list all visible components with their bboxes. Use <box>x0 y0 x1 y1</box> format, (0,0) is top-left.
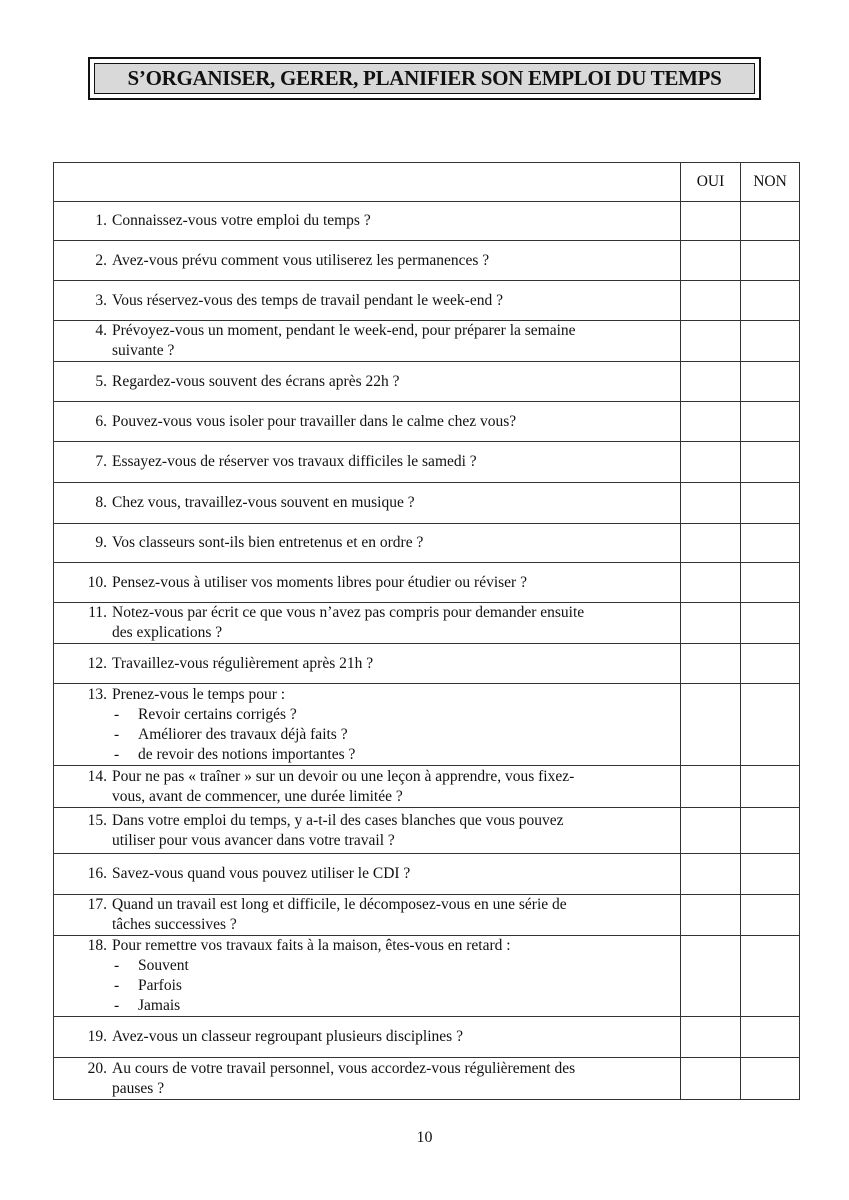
no-header: NON <box>741 163 800 202</box>
yes-answer-cell[interactable] <box>681 684 741 766</box>
question-number: 16. <box>87 865 107 882</box>
question-number: 11. <box>88 604 107 621</box>
no-answer-cell[interactable] <box>741 895 800 936</box>
table-row <box>54 644 800 684</box>
question-cell <box>54 362 681 402</box>
answer-option <box>112 725 672 745</box>
question-text: pauses ? <box>112 1079 165 1097</box>
title-box-inner <box>94 63 755 94</box>
question-text: utiliser pour vous avancer dans votre travail ? <box>112 831 395 849</box>
question-number: 7. <box>95 453 107 470</box>
question-text: tâches successives ? <box>112 916 237 933</box>
yes-answer-cell[interactable] <box>681 362 741 402</box>
question-text: Essayez-vous de réserver vos travaux difficiles le samedi ? <box>112 453 477 470</box>
table-row <box>54 524 800 563</box>
no-answer-cell[interactable] <box>741 563 800 603</box>
question-number: 15. <box>87 811 107 829</box>
question-text: vous, avant de commencer, une durée limitée ? <box>112 787 403 805</box>
table-header-row <box>54 163 800 202</box>
answer-option <box>112 976 672 996</box>
question-number: 18. <box>87 937 107 954</box>
yes-answer-cell[interactable] <box>681 854 741 895</box>
table-row <box>54 442 800 483</box>
yes-answer-cell[interactable] <box>681 563 741 603</box>
question-text: Vous réservez-vous des temps de travail pendant le week-end ? <box>112 291 503 309</box>
bullet-dash: - <box>114 745 120 763</box>
table-row <box>54 563 800 603</box>
question-number: 5. <box>95 372 107 390</box>
answer-option <box>112 956 672 976</box>
table-row <box>54 241 800 281</box>
bullet-dash: - <box>114 997 120 1014</box>
question-text: Pensez-vous à utiliser vos moments libres pour étudier ou réviser ? <box>112 573 527 591</box>
yes-answer-cell[interactable] <box>681 442 741 483</box>
yes-answer-cell[interactable] <box>681 524 741 563</box>
question-cell <box>54 524 681 563</box>
yes-answer-cell[interactable] <box>681 603 741 644</box>
title-box <box>88 57 761 100</box>
table-row <box>54 936 800 1017</box>
yes-answer-cell[interactable] <box>681 202 741 241</box>
yes-answer-cell[interactable] <box>681 483 741 524</box>
question-cell <box>54 644 681 684</box>
table-row <box>54 603 800 644</box>
no-answer-cell[interactable] <box>741 936 800 1017</box>
question-number: 10. <box>87 573 107 591</box>
question-header <box>54 163 681 202</box>
question-cell <box>54 402 681 442</box>
question-number: 12. <box>87 654 107 672</box>
option-text: de revoir des notions importantes ? <box>138 745 356 763</box>
question-number: 9. <box>95 534 107 551</box>
no-answer-cell[interactable] <box>741 483 800 524</box>
question-text: Regardez-vous souvent des écrans après 22h ? <box>112 372 400 390</box>
yes-answer-cell[interactable] <box>681 1058 741 1100</box>
question-number: 19. <box>87 1028 107 1045</box>
questionnaire-table <box>53 162 800 1100</box>
question-text: suivante ? <box>112 342 175 359</box>
question-cell <box>54 202 681 241</box>
question-number: 13. <box>87 685 107 703</box>
bullet-dash: - <box>114 705 120 723</box>
question-text: Pour ne pas « traîner » sur un devoir ou une leçon à apprendre, vous fixez- <box>112 767 575 785</box>
answer-option <box>112 745 672 765</box>
question-text: Avez-vous un classeur regroupant plusieurs disciplines ? <box>112 1028 463 1045</box>
question-cell <box>54 684 681 766</box>
no-answer-cell[interactable] <box>741 442 800 483</box>
yes-header: OUI <box>681 163 741 202</box>
question-cell <box>54 563 681 603</box>
question-text: Vos classeurs sont-ils bien entretenus et en ordre ? <box>112 534 424 551</box>
question-number: 1. <box>95 212 107 229</box>
table-row <box>54 854 800 895</box>
question-cell <box>54 895 681 936</box>
question-cell <box>54 241 681 281</box>
question-number: 6. <box>95 412 107 430</box>
question-cell <box>54 281 681 321</box>
question-text: Connaissez-vous votre emploi du temps ? <box>112 212 371 229</box>
page-title: S’ORGANISER, GERER, PLANIFIER SON EMPLOI DU TEMPS <box>127 66 722 90</box>
yes-answer-cell[interactable] <box>681 936 741 1017</box>
question-cell <box>54 1017 681 1058</box>
no-answer-cell[interactable] <box>741 684 800 766</box>
bullet-dash: - <box>114 957 120 974</box>
no-answer-cell[interactable] <box>741 321 800 362</box>
question-cell <box>54 603 681 644</box>
question-number: 4. <box>95 322 107 339</box>
option-text: Revoir certains corrigés ? <box>138 705 297 723</box>
no-answer-cell[interactable] <box>741 603 800 644</box>
no-answer-cell[interactable] <box>741 644 800 684</box>
no-answer-cell[interactable] <box>741 1058 800 1100</box>
question-cell <box>54 808 681 854</box>
yes-answer-cell[interactable] <box>681 644 741 684</box>
yes-answer-cell[interactable] <box>681 402 741 442</box>
question-text: Prenez-vous le temps pour : <box>112 685 286 703</box>
question-text: Prévoyez-vous un moment, pendant le week-end, pour préparer la semaine <box>112 322 576 339</box>
question-cell <box>54 936 681 1017</box>
option-text: Améliorer des travaux déjà faits ? <box>138 725 348 743</box>
table-row <box>54 281 800 321</box>
table-row <box>54 402 800 442</box>
yes-answer-cell[interactable] <box>681 1017 741 1058</box>
question-number: 3. <box>95 291 107 309</box>
no-answer-cell[interactable] <box>741 766 800 808</box>
question-text: Savez-vous quand vous pouvez utiliser le CDI ? <box>112 865 411 882</box>
question-text: Quand un travail est long et difficile, le décomposez-vous en une série de <box>112 896 567 913</box>
table-row <box>54 321 800 362</box>
yes-answer-cell[interactable] <box>681 281 741 321</box>
question-cell <box>54 766 681 808</box>
table-row <box>54 202 800 241</box>
no-answer-cell[interactable] <box>741 524 800 563</box>
answer-option <box>112 705 672 725</box>
question-text: des explications ? <box>112 624 223 641</box>
bullet-dash: - <box>114 977 120 994</box>
question-cell <box>54 1058 681 1100</box>
question-number: 17. <box>87 896 107 913</box>
no-answer-cell[interactable] <box>741 854 800 895</box>
yes-answer-cell[interactable] <box>681 766 741 808</box>
question-text: Au cours de votre travail personnel, vous accordez-vous régulièrement des <box>112 1059 576 1077</box>
no-answer-cell[interactable] <box>741 241 800 281</box>
table-row <box>54 766 800 808</box>
table-row <box>54 362 800 402</box>
no-answer-cell[interactable] <box>741 202 800 241</box>
question-cell <box>54 442 681 483</box>
yes-answer-cell[interactable] <box>681 321 741 362</box>
question-number: 14. <box>87 767 107 785</box>
no-answer-cell[interactable] <box>741 808 800 854</box>
option-text: Souvent <box>138 957 189 974</box>
question-number: 8. <box>95 494 107 511</box>
option-text: Parfois <box>138 977 182 994</box>
no-answer-cell[interactable] <box>741 362 800 402</box>
question-text: Dans votre emploi du temps, y a-t-il des cases blanches que vous pouvez <box>112 811 564 829</box>
table-row <box>54 1058 800 1100</box>
answer-option <box>112 996 672 1016</box>
question-text: Pouvez-vous vous isoler pour travailler dans le calme chez vous? <box>112 412 517 430</box>
option-text: Jamais <box>138 997 181 1014</box>
table-row <box>54 684 800 766</box>
table-row <box>54 895 800 936</box>
question-cell <box>54 854 681 895</box>
question-text: Avez-vous prévu comment vous utiliserez les permanences ? <box>112 251 490 269</box>
bullet-dash: - <box>114 725 120 743</box>
table-row <box>54 1017 800 1058</box>
yes-answer-cell[interactable] <box>681 895 741 936</box>
question-number: 2. <box>95 251 107 269</box>
question-number: 20. <box>87 1059 107 1077</box>
yes-answer-cell[interactable] <box>681 808 741 854</box>
question-cell <box>54 321 681 362</box>
no-answer-cell[interactable] <box>741 1017 800 1058</box>
question-cell <box>54 483 681 524</box>
table-row <box>54 483 800 524</box>
no-answer-cell[interactable] <box>741 402 800 442</box>
question-text: Travaillez-vous régulièrement après 21h ? <box>112 654 374 672</box>
no-answer-cell[interactable] <box>741 281 800 321</box>
question-text: Pour remettre vos travaux faits à la maison, êtes-vous en retard : <box>112 937 511 954</box>
page-number: 10 <box>416 1129 433 1146</box>
question-text: Chez vous, travaillez-vous souvent en musique ? <box>112 494 415 511</box>
yes-answer-cell[interactable] <box>681 241 741 281</box>
table-row <box>54 808 800 854</box>
question-text: Notez-vous par écrit ce que vous n’avez pas compris pour demander ensuite <box>112 604 585 621</box>
